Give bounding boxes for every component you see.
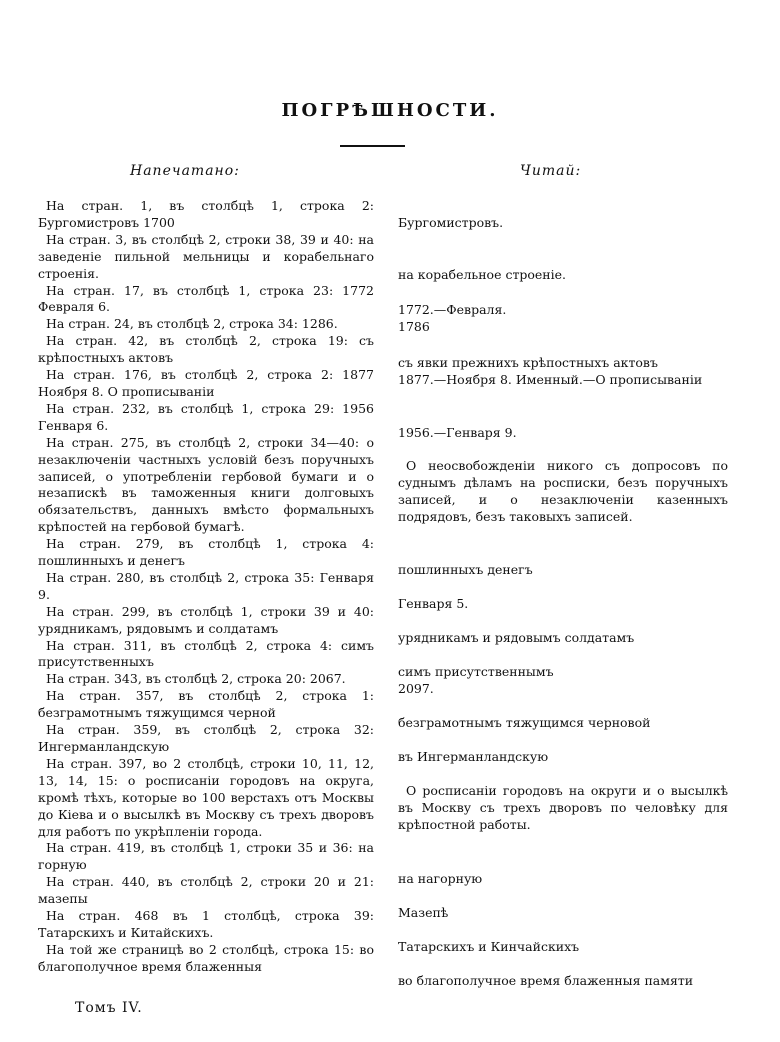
printed-entry: На стран. 343, въ столбцѣ 2, строка 20: 2067.: [46, 671, 346, 687]
printed-entry: На стран. 1, въ столбцѣ 1, строка 2: Бургомистровъ 1700: [38, 198, 374, 230]
read-entry: во благополучное время блаженныя памяти: [398, 973, 694, 988]
volume-footer: Томъ IV.: [75, 1000, 143, 1016]
printed-entry: На стран. 397, во 2 столбцѣ, строки 10, 11, 12, 13, 14, 15: о росписаніи городовъ на округа, кромѣ тѣхъ, которые во 100 верстахъ отъ Москвы до Кіева и о высылкѣ въ Москву съ трехъ дворовъ для работъ по укрѣпленіи города.: [38, 755, 374, 839]
read-entry: съ явки прежнихъ крѣпостныхъ актовъ: [398, 355, 658, 370]
printed-entry: На той же страницѣ во 2 столбцѣ, строка 15: во благополучное время блаженныя: [38, 941, 374, 974]
read-entry: Бургомистровъ.: [398, 215, 504, 230]
read-entry: 1877.—Ноября 8. Именный.—О прописываніи: [398, 372, 703, 387]
read-entry: пошлинныхъ денегъ: [398, 562, 533, 577]
printed-entry: На стран. 17, въ столбцѣ 1, строка 23: 1772 Февраля 6.: [38, 282, 374, 315]
printed-entry: На стран. 279, въ столбцѣ 1, строка 4: пошлинныхъ и денегъ: [38, 536, 374, 569]
printed-entry: На стран. 232, въ столбцѣ 1, строка 29: 1956 Генваря 6.: [38, 400, 374, 433]
read-entry: 1956.—Генваря 9.: [398, 425, 517, 440]
read-entry: на нагорную: [398, 871, 483, 886]
printed-entry: На стран. 42, въ столбцѣ 2, строка 19: съ крѣпостныхъ актовъ: [38, 333, 374, 366]
read-entry: [398, 782, 728, 833]
printed-entry: На стран. 176, въ столбцѣ 2, строка 2: 1877 Ноября 8. О прописываніи: [38, 367, 374, 399]
printed-entry: На стран. 311, въ столбцѣ 2, строка 4: симъ присутственныхъ: [38, 637, 374, 670]
read-entry: безграмотнымъ тяжущимся черновой: [398, 715, 651, 730]
printed-entry: На стран. 440, въ столбцѣ 2, строки 20 и 21: мазепы: [38, 874, 374, 907]
read-entry: 2097.: [398, 681, 434, 696]
printed-entry: На стран. 3, въ столбцѣ 2, строки 38, 39 и 40: на заведеніе пильной мельницы и корабельнаго строенія.: [38, 231, 374, 281]
printed-entry: На стран. 419, въ столбцѣ 1, строки 35 и 36: на горную: [38, 840, 374, 873]
read-entry: на корабельное строеніе.: [398, 267, 566, 282]
read-entry: Генваря 5.: [398, 596, 469, 611]
read-entry-text: О неосвобожденіи никого съ допросовъ по суднымъ дѣламъ на росписки, безъ поручныхъ записей, и о незаключеніи казенныхъ подрядовъ, безъ таковыхъ записей.: [398, 458, 728, 524]
read-entry-text: О росписаніи городовъ на округи и о высылкѣ въ Москву съ трехъ дворовъ по человѣку для крѣпостной работы.: [398, 783, 728, 832]
printed-entry: На стран. 24, въ столбцѣ 2, строка 34: 1286.: [46, 316, 338, 332]
read-entry: 1786: [398, 319, 430, 334]
read-entry: 1772.—Февраля.: [398, 302, 507, 317]
printed-entry: На стран. 357, въ столбцѣ 2, строка 1: безграмотнымъ тяжущимся черной: [38, 688, 374, 721]
printed-entry: На стран. 280, въ столбцѣ 2, строка 35: Генваря 9.: [38, 569, 374, 602]
printed-entry: На стран. 468 въ 1 столбцѣ, строка 39: Татарскихъ и Китайскихъ.: [38, 908, 374, 940]
printed-entry: На стран. 359, въ столбцѣ 2, строка 32: Ингерманландскую: [38, 722, 374, 754]
printed-entry: На стран. 299, въ столбцѣ 1, строки 39 и 40: урядникамъ, рядовымъ и солдатамъ: [38, 603, 374, 636]
read-entry: симъ присутственнымъ: [398, 664, 554, 679]
read-entry: въ Ингерманландскую: [398, 749, 549, 764]
read-entry: Мазепѣ: [398, 905, 449, 920]
column-header-read: Читай:: [520, 163, 582, 179]
read-entry: урядникамъ и рядовымъ солдатамъ: [398, 630, 635, 645]
title-rule: [340, 145, 405, 147]
printed-entry: На стран. 275, въ столбцѣ 2, строки 34—40: о незаключеніи частныхъ условій безъ поручныхъ записей, о употребленіи гербовой бумаги и о незапискѣ въ таможенныя книги долговыхъ обязательствъ, данныхъ вмѣсто формальныхъ крѣпостей на гербовой бумагѣ.: [38, 434, 374, 535]
column-header-printed: Напечатано:: [130, 163, 240, 179]
read-entry: [398, 457, 728, 525]
printed-column: [38, 198, 374, 976]
read-entry: Татарскихъ и Кинчайскихъ: [398, 939, 580, 954]
page-title: ПОГРѢШНОСТИ.: [281, 100, 499, 121]
